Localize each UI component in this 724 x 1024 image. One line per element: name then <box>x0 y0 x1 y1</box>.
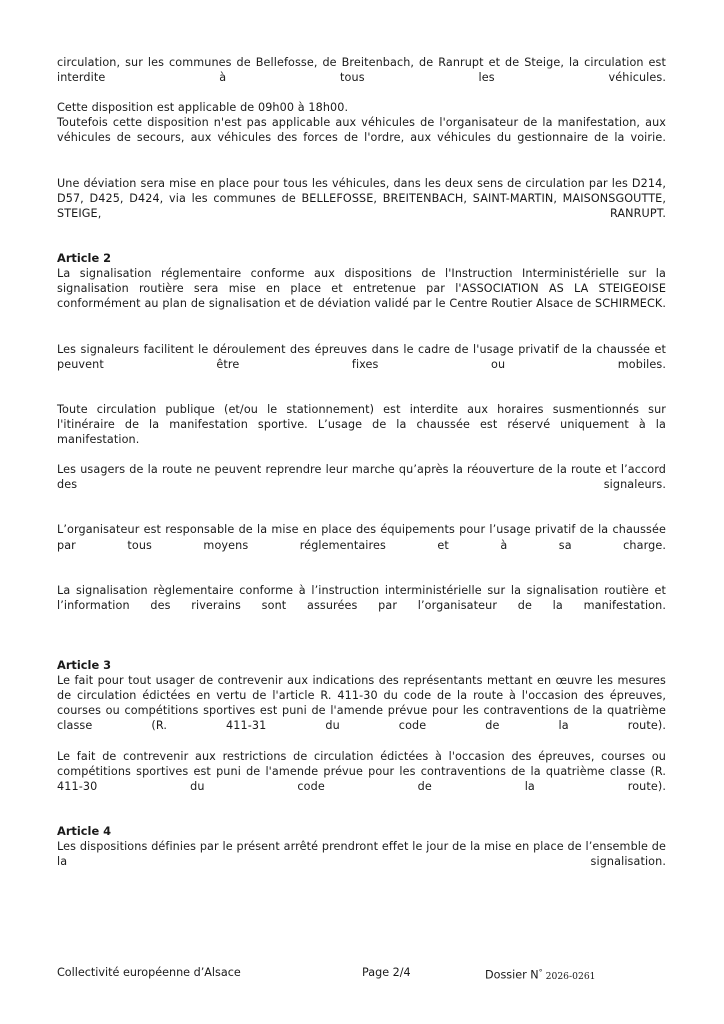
paragraph-deviation: Une déviation sera mise en place pour tous les véhicules, dans les deux sens de circulation par les D214, D57, D425, D424, via les communes de BELLEFOSSE, BREITENBACH, SAINT-MARTIN, MAISONSGOUTTE, STEIGE, RANRUPT. <box>57 176 666 220</box>
article-3-paragraph-2: Le fait de contrevenir aux restrictions de circulation édictées à l'occasion des épreuves, courses ou compétitions sportives est puni de l'amende prévue pour les contraventions de la quatrième classe (R. 411-30 du code de la route). <box>57 749 666 793</box>
article-4-paragraph-1: Les dispositions définies par le présent arrêté prendront effet le jour de la mise en place de l’ensemble de la signalisation. <box>57 840 666 869</box>
spacer <box>57 568 666 583</box>
spacer <box>57 507 666 522</box>
document-body <box>57 55 666 884</box>
heading-article-3: Article 3 <box>57 658 112 672</box>
footer-organization: Collectivité européenne d’Alsace <box>57 966 241 979</box>
heading-article-2: Article 2 <box>57 251 112 266</box>
footer-dossier-label: Dossier N <box>485 968 539 982</box>
article-2-paragraph-4: Les usagers de la route ne peuvent reprendre leur marche qu’après la réouverture de la route et l’accord des signaleurs. <box>57 463 666 492</box>
spacer <box>57 236 666 251</box>
page-footer <box>57 963 666 983</box>
article-2-paragraph-5: L’organisateur est responsable de la mise en place des équipements pour l’usage privatif de la chaussée par tous moyens réglementaires et à sa charge. <box>57 523 666 552</box>
paragraph-intro: circulation, sur les communes de Bellefosse, de Breitenbach, de Ranrupt et de Steige, la circulation est interdite à tous les véhicules. <box>57 56 666 85</box>
spacer <box>57 327 666 342</box>
paragraph-schedule: Cette disposition est applicable de 09h00 à 18h00. <box>57 101 349 115</box>
footer-dossier-degree-sign: ° <box>538 968 543 977</box>
spacer <box>57 161 666 176</box>
article-3-paragraph-1: Le fait pour tout usager de contrevenir aux indications des représentants mettant en œuvre les mesures de circulation édictées en vertu de l'article R. 411-30 du code de la route à l'occasion des épreuves, courses ou compétitions sportives est puni de l'amende prévue pour les contraventions de la quatrième classe (R. 411-31 du code de la route). <box>57 674 666 733</box>
heading-article-4: Article 4 <box>57 823 112 838</box>
article-2-paragraph-3: Toute circulation publique (et/ou le stationnement) est interdite aux horaires susmentionnés sur l'itinéraire de la manifestation sportive. L’usage de la chaussée est réservé uniquement à la manifestation. <box>57 402 666 446</box>
article-2-paragraph-6: La signalisation règlementaire conforme à l’instruction interministérielle sur la signalisation routière et l’information des riverains sont assurées par l’organisateur de la manifestation. <box>57 583 666 612</box>
spacer <box>57 387 666 402</box>
footer-dossier <box>485 963 596 987</box>
spacer <box>57 809 666 824</box>
article-2-paragraph-2: Les signaleurs facilitent le déroulement des épreuves dans le cadre de l'usage privatif de la chaussée et peuvent être fixes ou mobiles. <box>57 342 666 371</box>
paragraph-exceptions: Toutefois cette disposition n'est pas applicable aux véhicules de l'organisateur de la manifestation, aux véhicules de secours, aux véhicules des forces de l'ordre, aux véhicules du gestionnaire de la voirie. <box>57 116 666 145</box>
footer-page-number: Page 2/4 <box>362 966 411 979</box>
spacer <box>57 628 666 658</box>
footer-dossier-number: 2026-0261 <box>545 970 596 982</box>
article-2-paragraph-1: La signalisation réglementaire conforme aux dispositions de l'Instruction Interministérielle sur la signalisation routière sera mise en place et entretenue par l'ASSOCIATION AS LA STEIGEOISE conformément au plan de signalisation et de déviation validé par le Centre Routier Alsace de SCHIRMECK. <box>57 267 666 311</box>
